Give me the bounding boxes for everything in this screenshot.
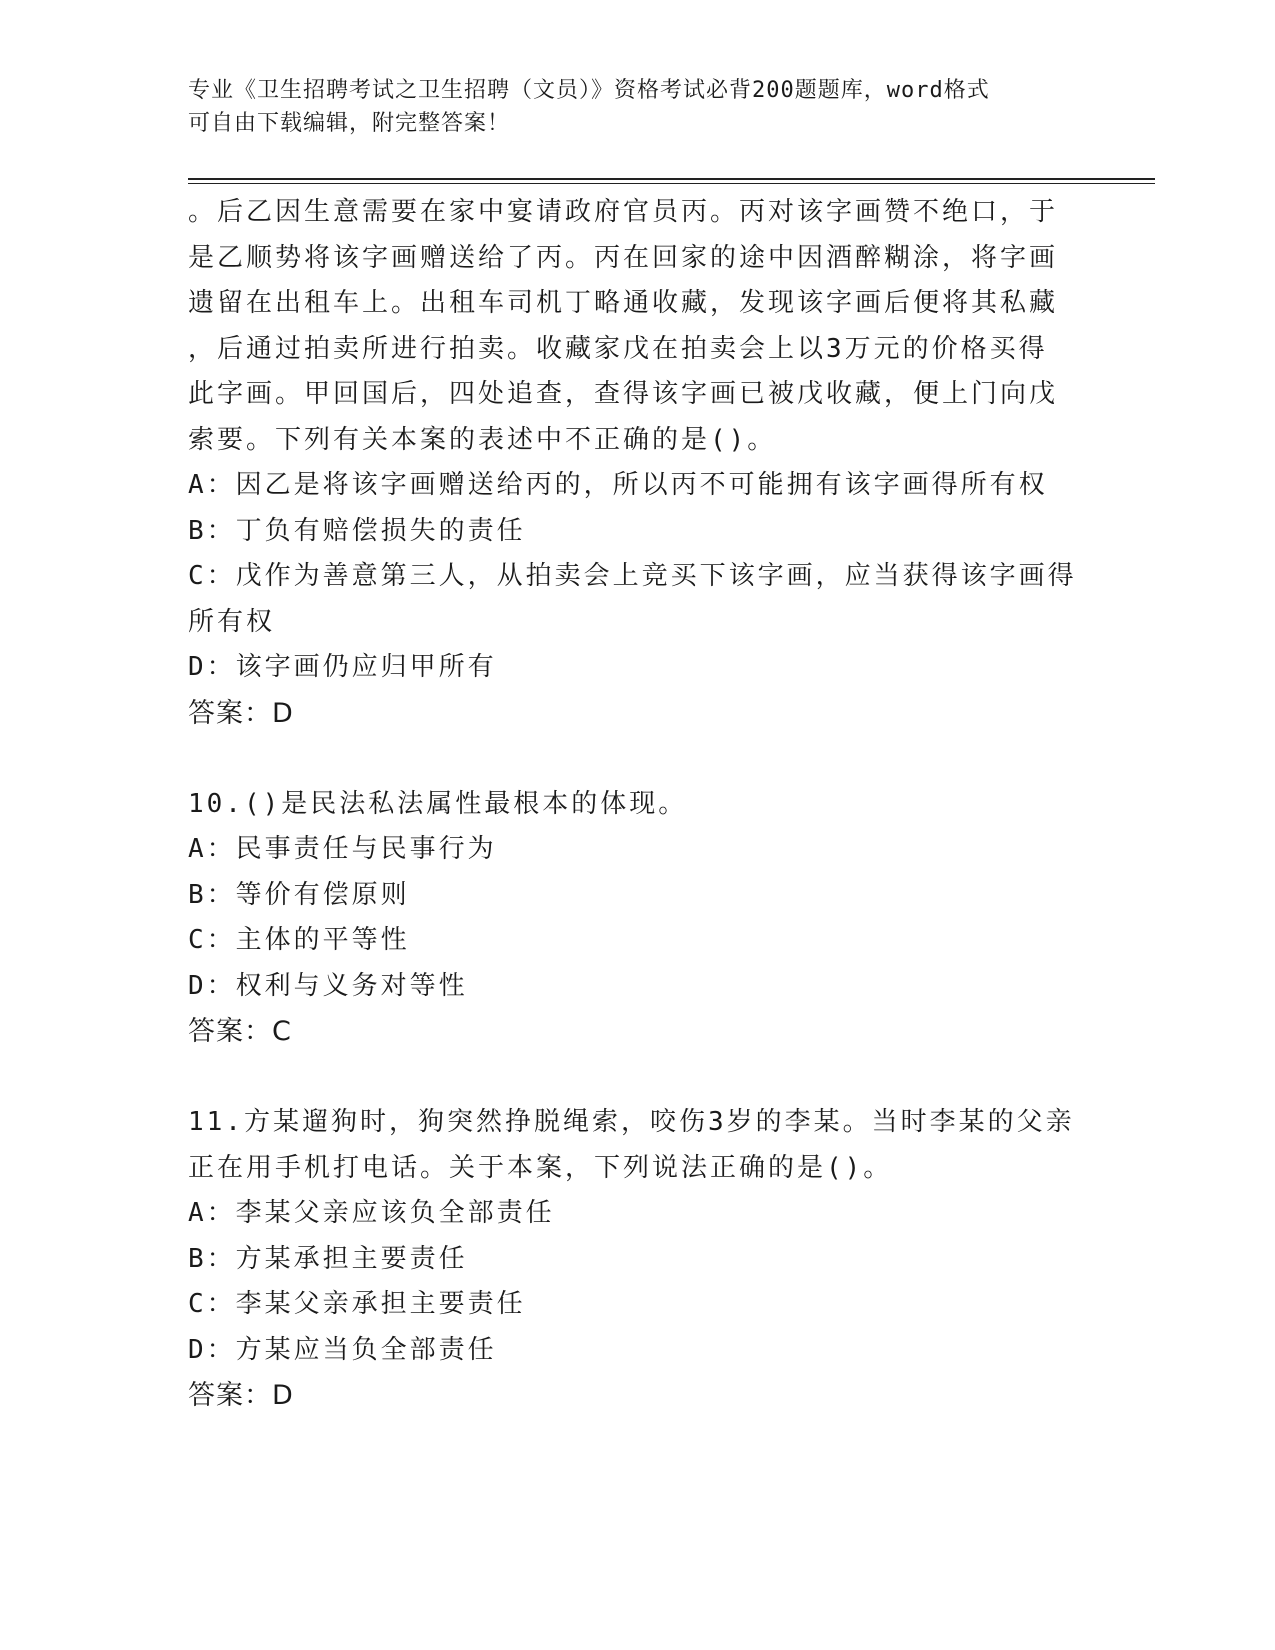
option-c: C：李某父亲承担主要责任 <box>188 1289 526 1319</box>
option-a: A：李某父亲应该负全部责任 <box>188 1198 555 1228</box>
option-d: D：权利与义务对等性 <box>188 970 468 1001</box>
header-divider-thin <box>188 183 1155 184</box>
answer-line: 答案：C <box>188 1016 292 1047</box>
document-header <box>188 74 1068 140</box>
option-c: C：主体的平等性 <box>188 925 410 955</box>
option-d: D：方某应当负全部责任 <box>188 1334 497 1365</box>
answer-line: 答案：D <box>188 1380 294 1411</box>
option-c-continued: 所有权 <box>188 606 276 637</box>
question-stem-line: 正在用手机打电话。关于本案，下列说法正确的是()。 <box>188 1152 893 1183</box>
option-b: B：丁负有赔偿损失的责任 <box>188 515 526 546</box>
option-c: C：戊作为善意第三人，从拍卖会上竞买下该字画，应当获得该字画得 <box>188 561 1077 591</box>
question-stem-line: 。后乙因生意需要在家中宴请政府官员丙。丙对该字画赞不绝口，于 <box>188 197 1059 227</box>
question-stem: 10.()是民法私法属性最根本的体现。 <box>188 788 688 819</box>
question-stem-line: 此字画。甲回国后，四处追查，查得该字画已被戊收藏，便上门向戊 <box>188 379 1059 409</box>
document-body <box>188 190 1088 1419</box>
question-11 <box>188 1100 1088 1419</box>
answer-line: 答案：D <box>188 697 294 729</box>
question-stem-line: 是乙顺势将该字画赠送给了丙。丙在回家的途中因酒醉糊涂，将字画 <box>188 242 1059 273</box>
option-a: A：因乙是将该字画赠送给丙的，所以丙不可能拥有该字画得所有权 <box>188 470 1048 500</box>
spacer <box>188 1055 1088 1101</box>
option-b: B：方某承担主要责任 <box>188 1243 468 1274</box>
spacer <box>188 736 1088 782</box>
question-10 <box>188 782 1088 1055</box>
question-stem-line: 索要。下列有关本案的表述中不正确的是()。 <box>188 424 777 455</box>
option-d: D：该字画仍应归甲所有 <box>188 652 497 682</box>
question-stem-line: 11.方某遛狗时，狗突然挣脱绳索，咬伤3岁的李某。当时李某的父亲 <box>188 1107 1075 1137</box>
option-b: B：等价有偿原则 <box>188 879 410 910</box>
question-9 <box>188 190 1088 736</box>
option-a: A：民事责任与民事行为 <box>188 834 497 864</box>
question-stem-line: 遗留在出租车上。出租车司机丁略通收藏，发现该字画后便将其私藏 <box>188 288 1059 318</box>
header-line-2: 可自由下载编辑，附完整答案！ <box>188 111 511 136</box>
header-line-1: 专业《卫生招聘考试之卫生招聘（文员）》资格考试必背200题题库，word格式 <box>188 78 990 103</box>
question-stem-line: ，后通过拍卖所进行拍卖。收藏家戊在拍卖会上以3万元的价格买得 <box>188 333 1048 364</box>
header-divider-thick <box>188 178 1155 180</box>
